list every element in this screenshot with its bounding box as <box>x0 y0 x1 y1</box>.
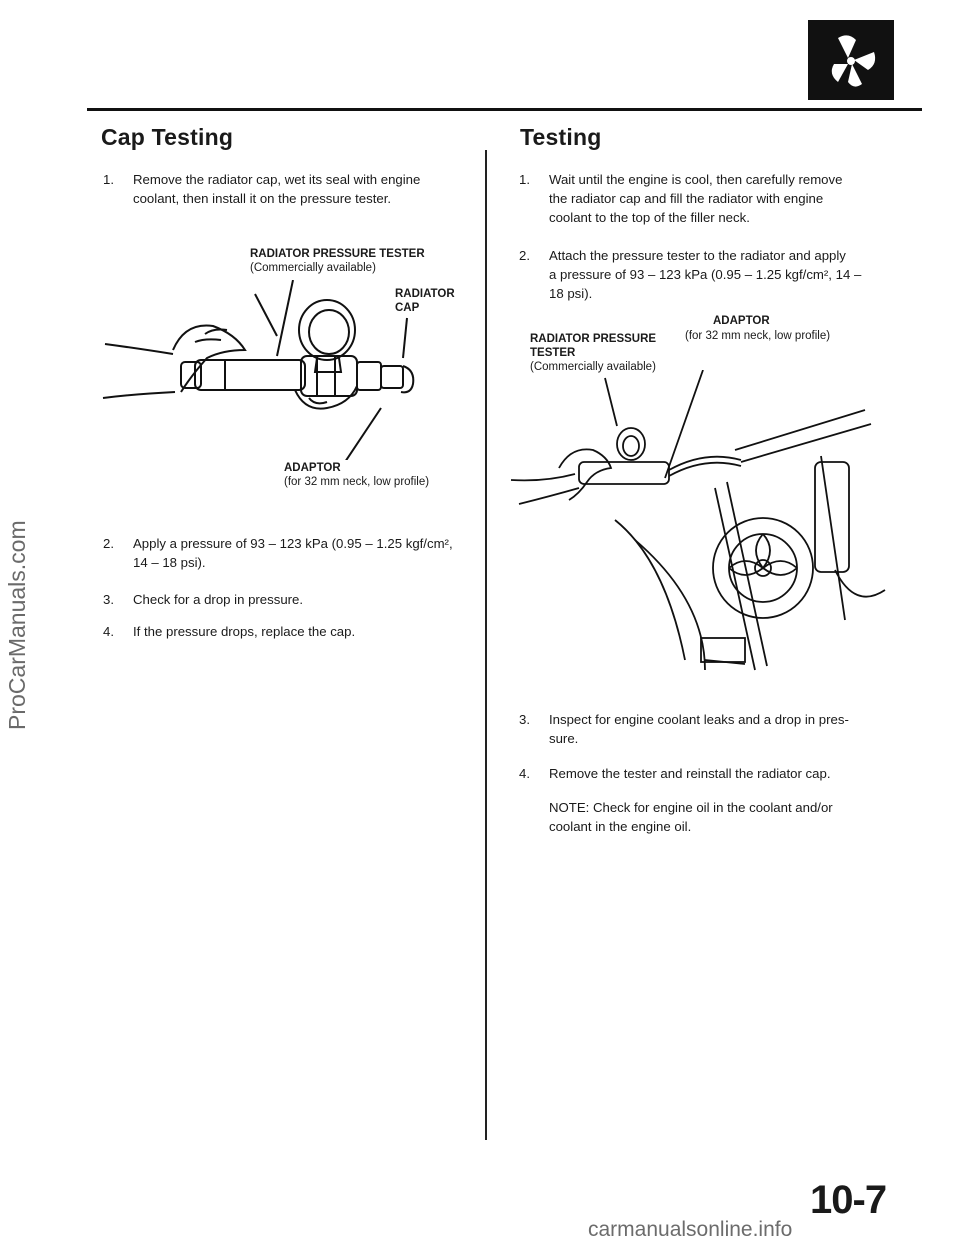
cap-tester-illustration <box>95 280 485 460</box>
tester-label-right: RADIATOR PRESSURE <box>530 333 657 345</box>
tester-label: RADIATOR PRESSURE TESTER <box>250 248 425 260</box>
footer-watermark: carmanualsonline.info <box>588 1218 793 1241</box>
testing-step-2 <box>519 246 889 306</box>
testing-step-3 <box>519 710 889 750</box>
adaptor-label-right: ADAPTOR <box>713 315 770 327</box>
step-text-line: Apply a pressure of 93 – 123 kPa (0.95 – 1.25 kgf/cm², <box>133 536 453 551</box>
cap-step-2 <box>103 534 473 574</box>
step-number: 2. <box>103 536 114 551</box>
testing-note <box>549 798 889 838</box>
cooling-fan-icon <box>808 20 894 100</box>
adaptor-note: (for 32 mm neck, low profile) <box>284 476 430 488</box>
testing-step-4 <box>519 764 889 784</box>
radiator-tester-illustration <box>505 370 890 690</box>
step-number: 1. <box>103 172 114 187</box>
step-text-line: Attach the pressure tester to the radiator and apply <box>549 248 846 263</box>
adaptor-label: ADAPTOR <box>284 462 341 474</box>
step-text-line: Remove the tester and reinstall the radiator cap. <box>549 766 831 781</box>
step-number: 3. <box>103 592 114 607</box>
cap-step-3 <box>103 590 473 610</box>
section-title-testing: Testing <box>520 124 602 150</box>
step-text-line: coolant to the top of the filler neck. <box>549 210 750 225</box>
step-text-line: the radiator cap and fill the radiator with engine <box>549 191 824 206</box>
tester-note-right: (Commercially available) <box>530 361 656 373</box>
step-number: 4. <box>519 766 530 781</box>
testing-step-1 <box>519 170 889 230</box>
step-text-line: Wait until the engine is cool, then carefully remove <box>549 172 843 187</box>
cap-step-1 <box>103 170 473 210</box>
page-number: 10-7 <box>810 1178 887 1222</box>
header-rule <box>87 108 922 111</box>
radiator-cap-label: RADIATOR <box>395 288 455 300</box>
step-number: 1. <box>519 172 530 187</box>
step-text-line: 14 – 18 psi). <box>133 555 206 570</box>
tester-label-right-2: TESTER <box>530 347 576 359</box>
section-title-cap-testing: Cap Testing <box>101 124 234 150</box>
step-text-line: Inspect for engine coolant leaks and a drop in pres- <box>549 712 849 727</box>
tester-note: (Commercially available) <box>250 262 376 274</box>
note-line: coolant in the engine oil. <box>549 819 692 834</box>
side-watermark: ProCarManuals.com <box>4 520 30 730</box>
note-line: NOTE: Check for engine oil in the coolant and/or <box>549 800 833 815</box>
step-text-line: 18 psi). <box>549 286 593 301</box>
step-text-line: Remove the radiator cap, wet its seal with engine <box>133 172 421 187</box>
cap-step-4 <box>103 622 473 642</box>
radiator-cap-label-2: CAP <box>395 302 420 314</box>
adaptor-note-right: (for 32 mm neck, low profile) <box>685 330 831 342</box>
step-text-line: coolant, then install it on the pressure tester. <box>133 191 392 206</box>
step-text-line: a pressure of 93 – 123 kPa (0.95 – 1.25 kgf/cm², 14 – <box>549 267 862 282</box>
step-number: 3. <box>519 712 530 727</box>
column-divider <box>485 150 487 1140</box>
step-number: 2. <box>519 248 530 263</box>
step-text-line: If the pressure drops, replace the cap. <box>133 624 356 639</box>
step-number: 4. <box>103 624 114 639</box>
step-text-line: sure. <box>549 731 579 746</box>
step-text-line: Check for a drop in pressure. <box>133 592 304 607</box>
